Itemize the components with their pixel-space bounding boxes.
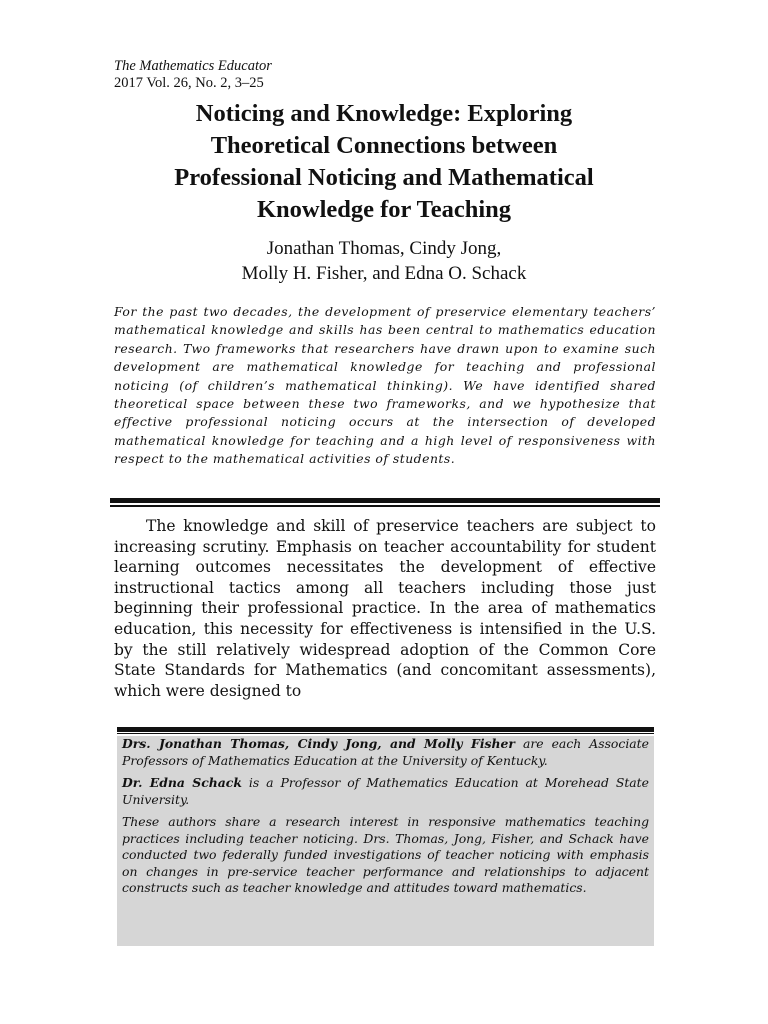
article-title — [110, 98, 658, 226]
bio-text: These authors share a research interest in responsive mathematics teaching practices including teacher noticing. Drs. Thomas, Jong, Fisher, and Schack have conducted two federally funded investigations of teacher noticing with emphasis on changes in pre-service teacher performance and relationships to adjacent constructs such as teacher knowledge and attitudes toward mathematics. — [122, 814, 649, 895]
bio-names: Drs. Jonathan Thomas, Cindy Jong, and Molly Fisher — [122, 736, 515, 751]
title-line: Theoretical Connections between — [210, 132, 558, 159]
abstract: For the past two decades, the development of preservice elementary teachers’ mathematical knowledge and skills has been central to mathematics education research. Two frameworks that researchers have drawn upon to examine such development are mathematical knowledge for teaching and professional noticing (of children’s mathematical thinking). We have identified shared theoretical space between these two frameworks, and we hypothesize that effective professional noticing occurs at the intersection of developed mathematical knowledge for teaching and a high level of responsiveness with respect to the mathematical activities of students. — [114, 304, 656, 467]
journal-issue: 2017 Vol. 26, No. 2, 3–25 — [114, 75, 264, 91]
bio-names: Dr. Edna Schack — [122, 775, 242, 790]
bio-paragraph — [122, 775, 649, 808]
bio-text: are each Associate Professors of Mathematics Education at the University of Kentucky. — [122, 736, 649, 768]
body-paragraph: The knowledge and skill of preservice teachers are subject to increasing scrutiny. Emphasis on teacher accountability for student learning outcomes necessitates the development of effective instructional tactics among all teachers including those just beginning their professional practice. In the area of mathematics education, this necessity for effectiveness is intensified in the U.S. by the still relatively widespread adoption of the Common Core State Standards for Mathematics (and concomitant assessments), which were designed to — [114, 517, 656, 700]
bio-text: is a Professor of Mathematics Education at Morehead State University. — [122, 775, 649, 807]
title-line: Noticing and Knowledge: Exploring — [195, 100, 573, 127]
title-line: Professional Noticing and Mathematical — [174, 164, 594, 191]
bio-paragraph — [122, 814, 649, 897]
body-text — [114, 516, 656, 701]
title-line: Knowledge for Teaching — [256, 196, 512, 223]
bio-divider-thick — [117, 727, 654, 732]
author-line: Jonathan Thomas, Cindy Jong, — [266, 238, 502, 259]
section-divider-thick — [110, 498, 660, 503]
author-bio-box — [117, 736, 654, 946]
author-list — [110, 236, 658, 286]
bio-divider-thin — [117, 733, 654, 734]
journal-name: The Mathematics Educator — [114, 58, 272, 74]
author-bio-content — [122, 736, 649, 903]
section-divider-thin — [110, 505, 660, 507]
bio-paragraph — [122, 736, 649, 769]
author-line: Molly H. Fisher, and Edna O. Schack — [241, 263, 527, 284]
